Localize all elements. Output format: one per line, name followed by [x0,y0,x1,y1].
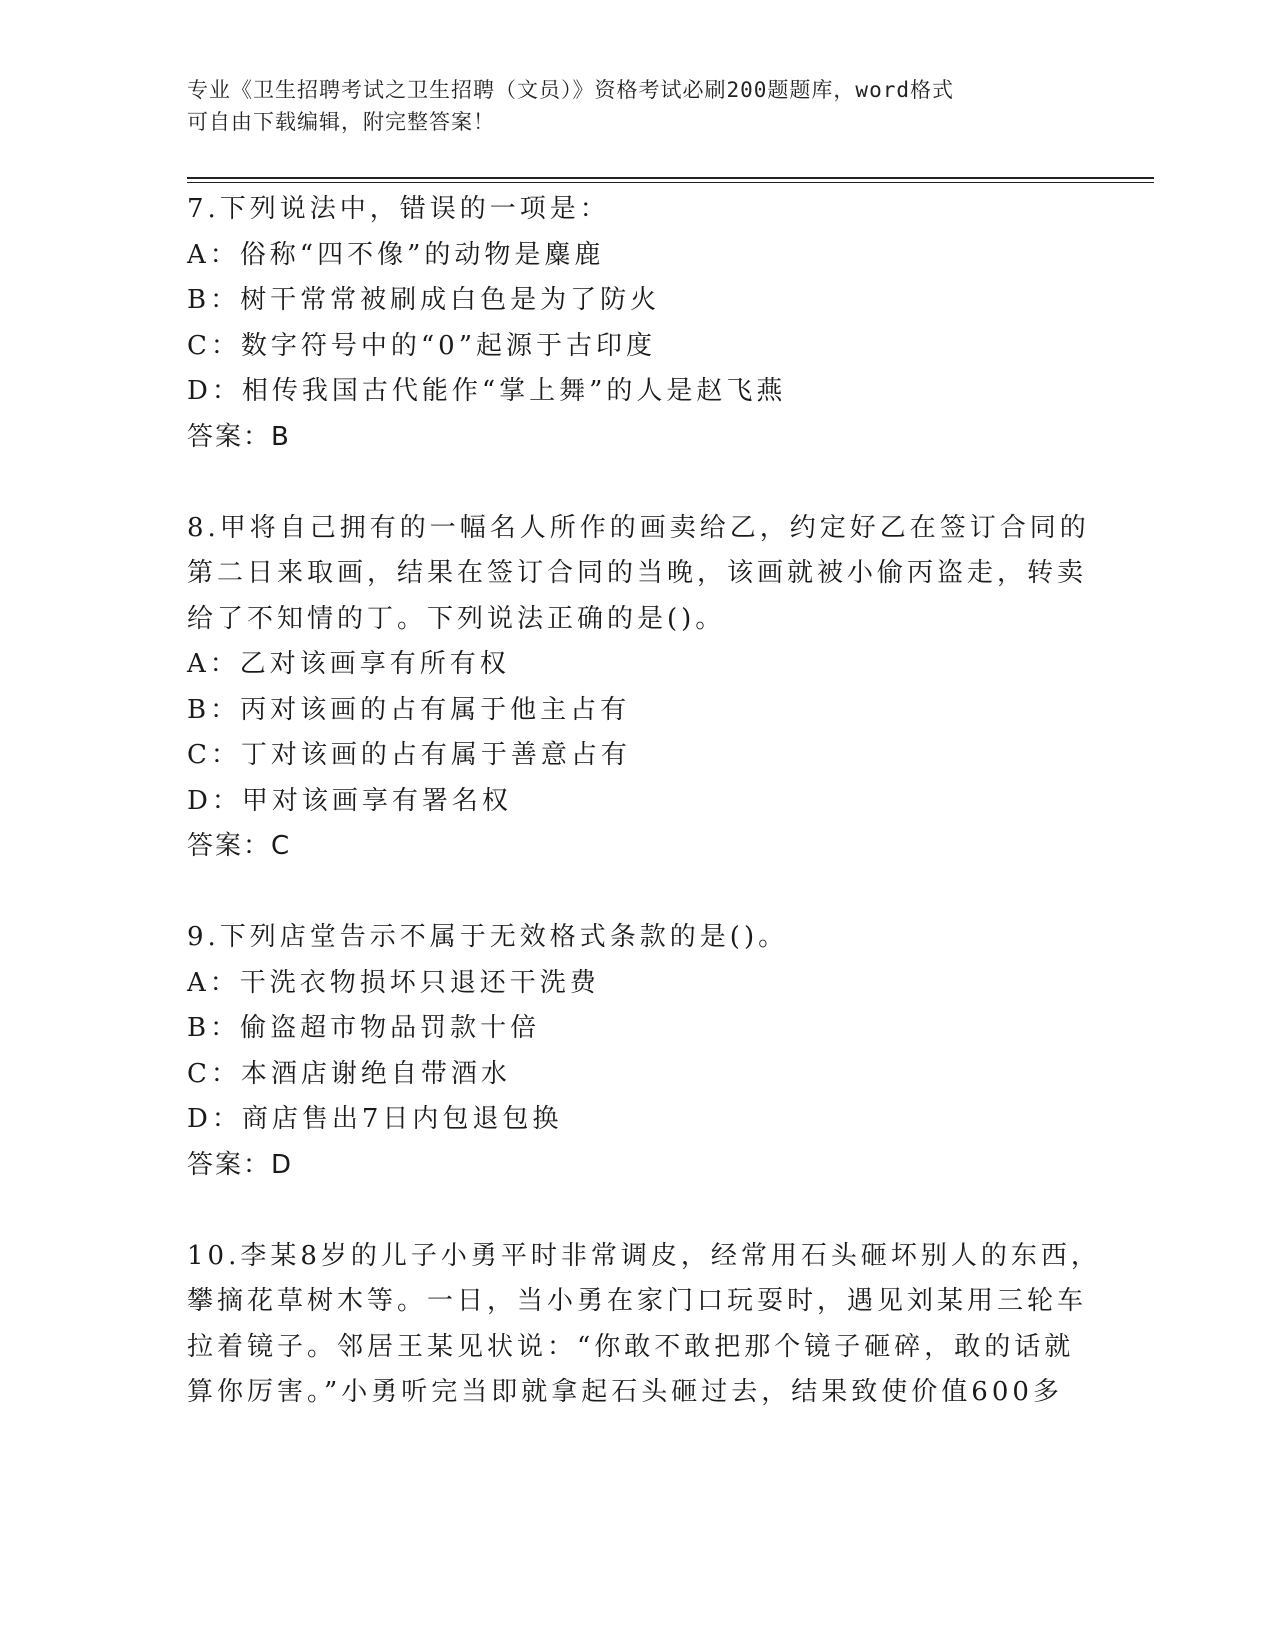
option-a: A：干洗衣物损坏只退还干洗费 [187,967,600,998]
question-stem-line: 给了不知情的丁。下列说法正确的是()。 [187,603,726,634]
question-stem-line: 算你厉害。”小勇听完当即就拿起石头砸过去，结果致使价值600多 [187,1377,1063,1407]
option-b: B：丙对该画的占有属于他主占有 [187,694,631,725]
header-line-1: 专业《卫生招聘考试之卫生招聘（文员）》资格考试必刷200题题库，word格式 [187,78,954,102]
answer-line: 答案：D [187,1149,294,1180]
option-c: C：本酒店谢绝自带酒水 [187,1058,511,1089]
question-stem-line: 7.下列说法中，错误的一项是： [187,194,610,224]
option-d: D：甲对该画享有署名权 [187,785,512,816]
question-10 [187,1234,1101,1416]
option-d: D：商店售出7日内包退包换 [187,1104,563,1134]
spacer [187,870,1067,916]
question-9 [187,915,1067,1188]
header-rule-thin [187,182,1154,183]
option-b: B：树干常常被刷成白色是为了防火 [187,285,661,315]
spacer [187,1188,1067,1234]
option-a: A：俗称“四不像”的动物是麋鹿 [187,239,605,270]
question-stem-line: 8.甲将自己拥有的一幅名人所作的画卖给乙，约定好乙在签订合同的 [187,512,1090,543]
answer-line: 答案：C [187,831,292,861]
question-stem-line: 拉着镜子。邻居王某见状说：“你敢不敢把那个镜子砸碎，敢的话就 [187,1331,1075,1362]
header-rule-thick [187,177,1154,179]
option-d: D：相传我国古代能作“掌上舞”的人是赵飞燕 [187,376,787,406]
answer-line: 答案：B [187,421,291,452]
question-stem-line: 10.李某8岁的儿子小勇平时非常调皮，经常用石头砸坏别人的东西， [187,1240,1101,1271]
option-c: C：数字符号中的“0”起源于古印度 [187,330,657,361]
option-a: A：乙对该画享有所有权 [187,649,510,679]
question-list [187,187,1101,1416]
document-header [187,74,1067,138]
question-stem-line: 第二日来取画，结果在签订合同的当晚，该画就被小偷丙盗走，转卖 [187,558,1088,588]
question-7 [187,187,1067,460]
question-stem-line: 9.下列店堂告示不属于无效格式条款的是()。 [187,922,789,952]
header-line-2: 可自由下载编辑，附完整答案！ [187,110,495,134]
question-8 [187,506,1090,870]
option-b: B：偷盗超市物品罚款十倍 [187,1013,541,1043]
spacer [187,460,1067,506]
question-stem-line: 攀摘花草树木等。一日，当小勇在家门口玩耍时，遇见刘某用三轮车 [187,1286,1088,1316]
option-c: C：丁对该画的占有属于善意占有 [187,740,631,770]
